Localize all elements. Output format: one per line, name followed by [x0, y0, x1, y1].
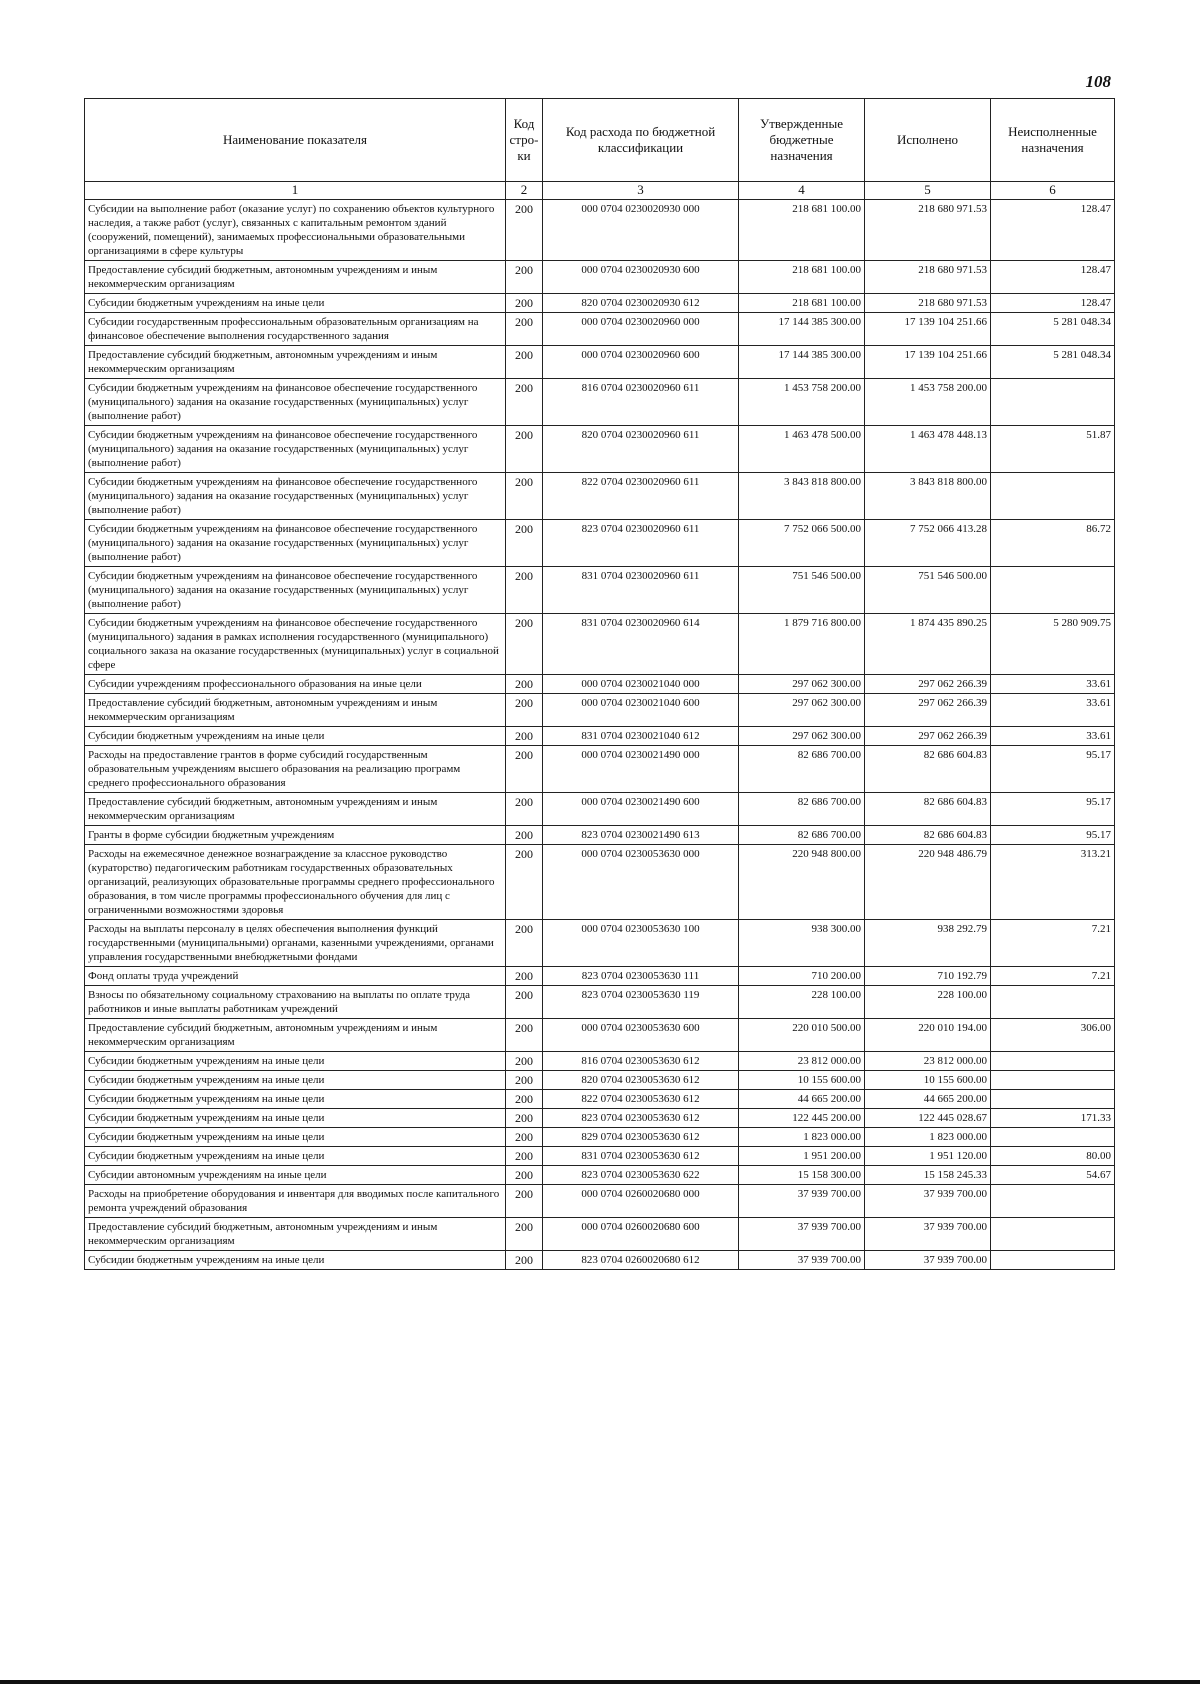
cell-expense-code: 823 0704 0230053630 111 — [543, 967, 739, 986]
cell-expense-code: 000 0704 0230021490 000 — [543, 746, 739, 793]
table-row — [85, 520, 1115, 567]
table-row — [85, 200, 1115, 261]
table-row — [85, 346, 1115, 379]
table-row — [85, 614, 1115, 675]
cell-name: Субсидии бюджетным учреждениям на финансовое обеспечение государственного (муниципального) задания на оказание государственных (муниципальных) услуг (выполнение работ) — [85, 520, 506, 567]
cell-name: Субсидии бюджетным учреждениям на финансовое обеспечение государственного (муниципального) задания на оказание государственных (муниципальных) услуг (выполнение работ) — [85, 379, 506, 426]
cell-expense-code: 823 0704 0230053630 119 — [543, 986, 739, 1019]
cell-line-code: 200 — [506, 200, 543, 261]
cell-expense-code: 822 0704 0230020960 611 — [543, 473, 739, 520]
cell-name: Субсидии бюджетным учреждениям на иные цели — [85, 1251, 506, 1270]
cell-line-code: 200 — [506, 1147, 543, 1166]
cell-name: Предоставление субсидий бюджетным, автономным учреждениям и иным некоммерческим организациям — [85, 1019, 506, 1052]
table-row — [85, 694, 1115, 727]
cell-expense-code: 000 0704 0230021490 600 — [543, 793, 739, 826]
cell-line-code: 200 — [506, 1090, 543, 1109]
table-row — [85, 826, 1115, 845]
cell-line-code: 200 — [506, 793, 543, 826]
cell-executed: 37 939 700.00 — [865, 1251, 991, 1270]
cell-expense-code: 823 0704 0230021490 613 — [543, 826, 739, 845]
cell-unexecuted — [991, 1071, 1115, 1090]
cell-executed: 220 948 486.79 — [865, 845, 991, 920]
cell-executed: 297 062 266.39 — [865, 694, 991, 727]
cell-executed: 218 680 971.53 — [865, 294, 991, 313]
table-row — [85, 294, 1115, 313]
cell-name: Субсидии бюджетным учреждениям на финансовое обеспечение государственного (муниципального) задания на оказание государственных (муниципальных) услуг (выполнение работ) — [85, 473, 506, 520]
cell-approved: 218 681 100.00 — [739, 294, 865, 313]
cell-line-code: 200 — [506, 346, 543, 379]
table-row — [85, 1147, 1115, 1166]
cell-line-code: 200 — [506, 1185, 543, 1218]
cell-unexecuted: 5 281 048.34 — [991, 313, 1115, 346]
cell-name: Предоставление субсидий бюджетным, автономным учреждениям и иным некоммерческим организациям — [85, 346, 506, 379]
cell-unexecuted: 128.47 — [991, 294, 1115, 313]
cell-line-code: 200 — [506, 826, 543, 845]
cell-line-code: 200 — [506, 1166, 543, 1185]
cell-executed: 218 680 971.53 — [865, 200, 991, 261]
table-row — [85, 379, 1115, 426]
cell-unexecuted: 33.61 — [991, 694, 1115, 727]
cell-executed: 1 874 435 890.25 — [865, 614, 991, 675]
table-row — [85, 313, 1115, 346]
cell-executed: 37 939 700.00 — [865, 1185, 991, 1218]
cell-unexecuted — [991, 1090, 1115, 1109]
cell-executed: 37 939 700.00 — [865, 1218, 991, 1251]
page-bottom-border — [0, 1680, 1200, 1684]
cell-executed: 82 686 604.83 — [865, 826, 991, 845]
cell-unexecuted: 5 281 048.34 — [991, 346, 1115, 379]
cell-approved: 710 200.00 — [739, 967, 865, 986]
cell-unexecuted: 7.21 — [991, 967, 1115, 986]
cell-approved: 17 144 385 300.00 — [739, 313, 865, 346]
cell-line-code: 200 — [506, 1251, 543, 1270]
cell-expense-code: 823 0704 0230053630 622 — [543, 1166, 739, 1185]
table-body — [85, 182, 1115, 1270]
cell-approved: 297 062 300.00 — [739, 675, 865, 694]
cell-expense-code: 822 0704 0230053630 612 — [543, 1090, 739, 1109]
cell-approved: 37 939 700.00 — [739, 1185, 865, 1218]
cell-line-code: 200 — [506, 1019, 543, 1052]
cell-name: Субсидии бюджетным учреждениям на иные цели — [85, 1052, 506, 1071]
header-unexecuted: Неисполненные назначения — [991, 99, 1115, 182]
column-number: 5 — [865, 182, 991, 200]
column-number: 3 — [543, 182, 739, 200]
cell-name: Субсидии бюджетным учреждениям на финансовое обеспечение государственного (муниципального) задания на оказание государственных (муниципальных) услуг (выполнение работ) — [85, 567, 506, 614]
cell-approved: 1 463 478 500.00 — [739, 426, 865, 473]
table-row — [85, 793, 1115, 826]
cell-executed: 10 155 600.00 — [865, 1071, 991, 1090]
cell-line-code: 200 — [506, 261, 543, 294]
cell-name: Субсидии бюджетным учреждениям на финансовое обеспечение государственного (муниципального) задания в рамках исполнения государственного (муниципального) социального заказа на оказание государственных (муниципальных) услуг в социальной сфере — [85, 614, 506, 675]
cell-executed: 17 139 104 251.66 — [865, 346, 991, 379]
cell-approved: 1 453 758 200.00 — [739, 379, 865, 426]
cell-executed: 1 453 758 200.00 — [865, 379, 991, 426]
cell-line-code: 200 — [506, 1052, 543, 1071]
cell-expense-code: 000 0704 0260020680 600 — [543, 1218, 739, 1251]
cell-expense-code: 000 0704 0230020960 000 — [543, 313, 739, 346]
cell-name: Взносы по обязательному социальному страхованию на выплаты по оплате труда работников и иные выплаты работникам учреждений — [85, 986, 506, 1019]
cell-executed: 1 463 478 448.13 — [865, 426, 991, 473]
cell-unexecuted — [991, 1218, 1115, 1251]
cell-unexecuted: 95.17 — [991, 793, 1115, 826]
cell-name: Субсидии бюджетным учреждениям на иные цели — [85, 727, 506, 746]
cell-expense-code: 831 0704 0230020960 611 — [543, 567, 739, 614]
cell-executed: 228 100.00 — [865, 986, 991, 1019]
cell-expense-code: 823 0704 0230020960 611 — [543, 520, 739, 567]
cell-unexecuted — [991, 473, 1115, 520]
cell-approved: 3 843 818 800.00 — [739, 473, 865, 520]
budget-execution-table — [84, 98, 1115, 1270]
cell-executed: 297 062 266.39 — [865, 727, 991, 746]
header-executed: Исполнено — [865, 99, 991, 182]
cell-approved: 751 546 500.00 — [739, 567, 865, 614]
cell-name: Предоставление субсидий бюджетным, автономным учреждениям и иным некоммерческим организациям — [85, 1218, 506, 1251]
cell-executed: 82 686 604.83 — [865, 746, 991, 793]
cell-expense-code: 829 0704 0230053630 612 — [543, 1128, 739, 1147]
table-row — [85, 675, 1115, 694]
cell-executed: 297 062 266.39 — [865, 675, 991, 694]
cell-line-code: 200 — [506, 746, 543, 793]
table-row — [85, 1185, 1115, 1218]
cell-unexecuted: 95.17 — [991, 746, 1115, 793]
cell-line-code: 200 — [506, 294, 543, 313]
table-row — [85, 1052, 1115, 1071]
cell-approved: 297 062 300.00 — [739, 694, 865, 727]
cell-expense-code: 000 0704 0230020930 000 — [543, 200, 739, 261]
cell-name: Субсидии автономным учреждениям на иные цели — [85, 1166, 506, 1185]
cell-expense-code: 831 0704 0230021040 612 — [543, 727, 739, 746]
cell-approved: 7 752 066 500.00 — [739, 520, 865, 567]
cell-unexecuted: 54.67 — [991, 1166, 1115, 1185]
cell-approved: 297 062 300.00 — [739, 727, 865, 746]
cell-line-code: 200 — [506, 986, 543, 1019]
cell-name: Предоставление субсидий бюджетным, автономным учреждениям и иным некоммерческим организациям — [85, 261, 506, 294]
cell-executed: 938 292.79 — [865, 920, 991, 967]
cell-expense-code: 000 0704 0260020680 000 — [543, 1185, 739, 1218]
cell-unexecuted: 86.72 — [991, 520, 1115, 567]
cell-approved: 1 879 716 800.00 — [739, 614, 865, 675]
cell-name: Субсидии бюджетным учреждениям на иные цели — [85, 1109, 506, 1128]
cell-line-code: 200 — [506, 1128, 543, 1147]
cell-expense-code: 000 0704 0230020930 600 — [543, 261, 739, 294]
cell-approved: 228 100.00 — [739, 986, 865, 1019]
cell-name: Расходы на выплаты персоналу в целях обеспечения выполнения функций государственными (муниципальными) органами, казенными учреждениями, органами управления государственными внебюджетными фондами — [85, 920, 506, 967]
cell-executed: 7 752 066 413.28 — [865, 520, 991, 567]
cell-approved: 1 951 200.00 — [739, 1147, 865, 1166]
table-row — [85, 1071, 1115, 1090]
cell-expense-code: 831 0704 0230053630 612 — [543, 1147, 739, 1166]
cell-expense-code: 000 0704 0230053630 000 — [543, 845, 739, 920]
cell-approved: 220 010 500.00 — [739, 1019, 865, 1052]
cell-line-code: 200 — [506, 520, 543, 567]
cell-unexecuted — [991, 1251, 1115, 1270]
cell-executed: 218 680 971.53 — [865, 261, 991, 294]
cell-unexecuted: 171.33 — [991, 1109, 1115, 1128]
table-row — [85, 845, 1115, 920]
cell-executed: 1 823 000.00 — [865, 1128, 991, 1147]
cell-name: Субсидии бюджетным учреждениям на иные цели — [85, 1147, 506, 1166]
cell-unexecuted: 306.00 — [991, 1019, 1115, 1052]
cell-line-code: 200 — [506, 614, 543, 675]
cell-line-code: 200 — [506, 1109, 543, 1128]
cell-approved: 10 155 600.00 — [739, 1071, 865, 1090]
cell-approved: 82 686 700.00 — [739, 793, 865, 826]
cell-approved: 17 144 385 300.00 — [739, 346, 865, 379]
cell-approved: 220 948 800.00 — [739, 845, 865, 920]
cell-name: Субсидии бюджетным учреждениям на иные цели — [85, 1090, 506, 1109]
cell-approved: 82 686 700.00 — [739, 746, 865, 793]
cell-unexecuted: 95.17 — [991, 826, 1115, 845]
header-name: Наименование показателя — [85, 99, 506, 182]
cell-expense-code: 000 0704 0230021040 600 — [543, 694, 739, 727]
table-row — [85, 1109, 1115, 1128]
page-number: 108 — [1085, 72, 1111, 91]
cell-name: Предоставление субсидий бюджетным, автономным учреждениям и иным некоммерческим организациям — [85, 694, 506, 727]
cell-expense-code: 000 0704 0230053630 600 — [543, 1019, 739, 1052]
cell-approved: 82 686 700.00 — [739, 826, 865, 845]
cell-name: Гранты в форме субсидии бюджетным учреждениям — [85, 826, 506, 845]
cell-expense-code: 823 0704 0260020680 612 — [543, 1251, 739, 1270]
table-row — [85, 426, 1115, 473]
table-row — [85, 567, 1115, 614]
cell-executed: 17 139 104 251.66 — [865, 313, 991, 346]
cell-executed: 15 158 245.33 — [865, 1166, 991, 1185]
column-number-row — [85, 182, 1115, 200]
cell-expense-code: 820 0704 0230053630 612 — [543, 1071, 739, 1090]
header-line-code: Код стро-ки — [506, 99, 543, 182]
cell-line-code: 200 — [506, 567, 543, 614]
cell-unexecuted: 80.00 — [991, 1147, 1115, 1166]
table-row — [85, 746, 1115, 793]
column-number: 1 — [85, 182, 506, 200]
cell-name: Субсидии бюджетным учреждениям на иные цели — [85, 1128, 506, 1147]
cell-line-code: 200 — [506, 379, 543, 426]
cell-executed: 82 686 604.83 — [865, 793, 991, 826]
cell-approved: 37 939 700.00 — [739, 1218, 865, 1251]
column-number: 6 — [991, 182, 1115, 200]
table-row — [85, 1090, 1115, 1109]
header-expense-code: Код расхода по бюджетной классификации — [543, 99, 739, 182]
table-row — [85, 920, 1115, 967]
table-row — [85, 261, 1115, 294]
cell-executed: 3 843 818 800.00 — [865, 473, 991, 520]
cell-name: Субсидии бюджетным учреждениям на иные цели — [85, 294, 506, 313]
cell-executed: 122 445 028.67 — [865, 1109, 991, 1128]
cell-line-code: 200 — [506, 1218, 543, 1251]
cell-line-code: 200 — [506, 920, 543, 967]
cell-approved: 218 681 100.00 — [739, 261, 865, 294]
cell-expense-code: 820 0704 0230020930 612 — [543, 294, 739, 313]
column-number: 2 — [506, 182, 543, 200]
cell-line-code: 200 — [506, 1071, 543, 1090]
cell-expense-code: 816 0704 0230053630 612 — [543, 1052, 739, 1071]
cell-name: Субсидии бюджетным учреждениям на иные цели — [85, 1071, 506, 1090]
cell-unexecuted: 128.47 — [991, 261, 1115, 294]
cell-approved: 122 445 200.00 — [739, 1109, 865, 1128]
table-row — [85, 986, 1115, 1019]
cell-unexecuted — [991, 1185, 1115, 1218]
cell-name: Расходы на предоставление грантов в форме субсидий государственным образовательным учреждениям высшего образования на реализацию программ среднего профессионального образования — [85, 746, 506, 793]
cell-approved: 44 665 200.00 — [739, 1090, 865, 1109]
cell-name: Расходы на ежемесячное денежное вознаграждение за классное руководство (кураторство) педагогическим работникам государственных образовательных организаций, реализующих образовательные программы среднего профессионального образования, в том числе программы профессионального обучения для лиц с ограниченными возможностями здоровья — [85, 845, 506, 920]
cell-approved: 218 681 100.00 — [739, 200, 865, 261]
table-row — [85, 1019, 1115, 1052]
cell-executed: 44 665 200.00 — [865, 1090, 991, 1109]
cell-unexecuted: 128.47 — [991, 200, 1115, 261]
cell-unexecuted: 51.87 — [991, 426, 1115, 473]
cell-approved: 15 158 300.00 — [739, 1166, 865, 1185]
cell-approved: 37 939 700.00 — [739, 1251, 865, 1270]
cell-approved: 1 823 000.00 — [739, 1128, 865, 1147]
cell-name: Расходы на приобретение оборудования и инвентаря для вводимых после капитального ремонта учреждений образования — [85, 1185, 506, 1218]
cell-line-code: 200 — [506, 473, 543, 520]
cell-expense-code: 831 0704 0230020960 614 — [543, 614, 739, 675]
table-row — [85, 1128, 1115, 1147]
cell-unexecuted: 33.61 — [991, 675, 1115, 694]
cell-name: Предоставление субсидий бюджетным, автономным учреждениям и иным некоммерческим организациям — [85, 793, 506, 826]
cell-unexecuted: 33.61 — [991, 727, 1115, 746]
cell-expense-code: 000 0704 0230053630 100 — [543, 920, 739, 967]
cell-expense-code: 823 0704 0230053630 612 — [543, 1109, 739, 1128]
table-row — [85, 1166, 1115, 1185]
cell-approved: 938 300.00 — [739, 920, 865, 967]
cell-name: Субсидии государственным профессиональным образовательным организациям на финансовое обеспечение выполнения государственного задания — [85, 313, 506, 346]
cell-expense-code: 816 0704 0230020960 611 — [543, 379, 739, 426]
table-row — [85, 473, 1115, 520]
cell-unexecuted: 5 280 909.75 — [991, 614, 1115, 675]
cell-unexecuted — [991, 1128, 1115, 1147]
cell-unexecuted: 7.21 — [991, 920, 1115, 967]
cell-expense-code: 000 0704 0230020960 600 — [543, 346, 739, 379]
column-number: 4 — [739, 182, 865, 200]
cell-executed: 1 951 120.00 — [865, 1147, 991, 1166]
table-row — [85, 967, 1115, 986]
cell-line-code: 200 — [506, 967, 543, 986]
cell-line-code: 200 — [506, 727, 543, 746]
cell-unexecuted — [991, 1052, 1115, 1071]
table-header-row — [85, 99, 1115, 182]
cell-name: Субсидии бюджетным учреждениям на финансовое обеспечение государственного (муниципального) задания на оказание государственных (муниципальных) услуг (выполнение работ) — [85, 426, 506, 473]
cell-line-code: 200 — [506, 675, 543, 694]
cell-unexecuted — [991, 986, 1115, 1019]
cell-line-code: 200 — [506, 313, 543, 346]
cell-line-code: 200 — [506, 845, 543, 920]
cell-expense-code: 000 0704 0230021040 000 — [543, 675, 739, 694]
cell-executed: 710 192.79 — [865, 967, 991, 986]
cell-line-code: 200 — [506, 694, 543, 727]
cell-unexecuted — [991, 567, 1115, 614]
table-row — [85, 1218, 1115, 1251]
cell-name: Субсидии на выполнение работ (оказание услуг) по сохранению объектов культурного наследия, а также работ (услуг), связанных с капитальным ремонтом зданий (сооружений, помещений), занимаемых профессиональными образовательными организациями в сфере культуры — [85, 200, 506, 261]
table-row — [85, 1251, 1115, 1270]
table-row — [85, 727, 1115, 746]
cell-line-code: 200 — [506, 426, 543, 473]
cell-unexecuted — [991, 379, 1115, 426]
cell-name: Субсидии учреждениям профессионального образования на иные цели — [85, 675, 506, 694]
cell-expense-code: 820 0704 0230020960 611 — [543, 426, 739, 473]
cell-executed: 751 546 500.00 — [865, 567, 991, 614]
cell-approved: 23 812 000.00 — [739, 1052, 865, 1071]
header-approved: Утвержденные бюджетные назначения — [739, 99, 865, 182]
cell-executed: 23 812 000.00 — [865, 1052, 991, 1071]
cell-unexecuted: 313.21 — [991, 845, 1115, 920]
cell-executed: 220 010 194.00 — [865, 1019, 991, 1052]
cell-name: Фонд оплаты труда учреждений — [85, 967, 506, 986]
